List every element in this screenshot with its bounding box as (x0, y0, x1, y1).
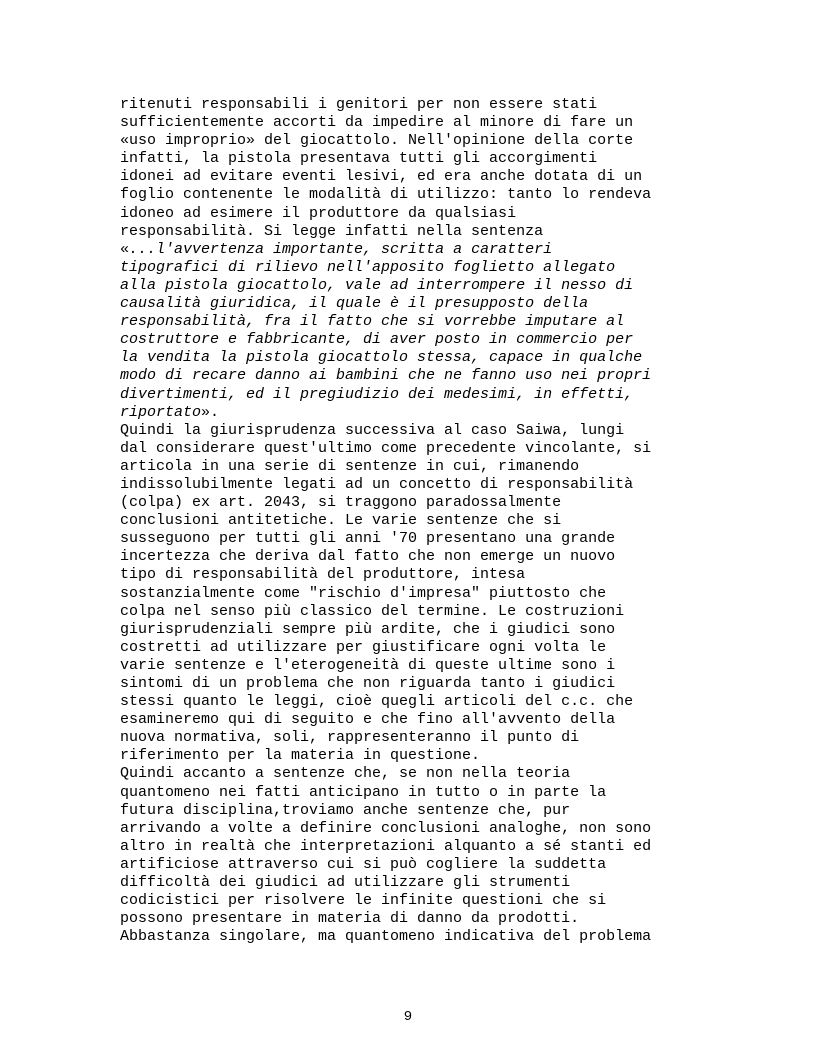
line-text: riferimento per la materia in questione. (120, 747, 481, 765)
quoted-text: alla pistola giocattolo, vale ad interrompere il nesso di (120, 276, 634, 294)
text-line (120, 205, 700, 223)
text-line (120, 603, 700, 621)
quoted-text: riportato (120, 403, 202, 421)
text-line (120, 928, 700, 946)
quoted-text: costruttore e fabbricante, di aver posto in commercio per (120, 331, 634, 349)
line-text: idonei ad evitare eventi lesivi, ed era anche dotata di un (120, 168, 643, 186)
line-text: difficoltà dei giudici ad utilizzare gli strumenti (120, 874, 571, 892)
text-line (120, 367, 700, 385)
text-line (120, 711, 700, 729)
line-text: susseguono per tutti gli anni '70 presentano una grande (120, 530, 616, 548)
line-text: altro in realtà che interpretazioni alquanto a sé stanti ed (120, 837, 652, 855)
page-number: 9 (403, 1009, 413, 1025)
text-line (120, 639, 700, 657)
quoted-text: responsabilità, fra il fatto che si vorrebbe imputare al (120, 313, 625, 331)
line-text: sufficientemente accorti da impedire al minore di fare un (120, 114, 634, 132)
line-text: arrivando a volte a definire conclusioni analoghe, non sono (120, 819, 652, 837)
text-line (120, 512, 700, 530)
text-line (120, 386, 700, 404)
text-line (120, 440, 700, 458)
text-line (120, 765, 700, 783)
text-line (120, 784, 700, 802)
text-line (120, 874, 700, 892)
text-line (120, 548, 700, 566)
text-line (120, 168, 700, 186)
text-line (120, 241, 700, 259)
line-text: conclusioni antitetiche. Le varie sentenze che si (120, 512, 562, 530)
line-text: codicistici per risolvere le infinite questioni che si (120, 892, 607, 910)
quoted-text: tipografici di rilievo nell'apposito foglietto allegato (120, 258, 616, 276)
text-line (120, 259, 700, 277)
line-text: sintomi di un problema che non riguarda tanto i giudici (120, 675, 616, 692)
line-text: sostanzialmente come "rischio d'impresa" piuttosto che (120, 584, 607, 602)
text-line (120, 530, 700, 548)
body-text (120, 96, 700, 946)
quote-mark-close: ». (201, 403, 220, 421)
text-line (120, 313, 700, 331)
line-text: Quindi accanto a sentenze che, se non nella teoria (120, 765, 571, 783)
line-text: Quindi la giurisprudenza successiva al caso Saiwa, lungi (120, 421, 625, 439)
text-line (120, 585, 700, 603)
line-text: stessi quanto le leggi, cioè quegli articoli del c.c. che (120, 693, 634, 711)
quoted-text: modo di recare danno ai bambini che ne fanno uso nei propri (120, 367, 652, 385)
line-text: nuova normativa, soli, rappresenteranno il punto di (120, 729, 580, 747)
text-line (120, 566, 700, 584)
text-line (120, 349, 700, 367)
line-text: responsabilità. Si legge infatti nella sentenza (120, 222, 544, 240)
text-line (120, 150, 700, 168)
line-text: artificiose attraverso cui si può cogliere la suddetta (120, 855, 607, 873)
line-text: colpa nel senso più classico del termine. Le costruzioni (120, 602, 625, 620)
text-line (120, 277, 700, 295)
line-text: dal considerare quest'ultimo come precedente vincolante, si (120, 439, 652, 457)
line-text: (colpa) ex art. 2043, si traggono paradossalmente (120, 494, 562, 512)
text-line (120, 657, 700, 675)
line-text: quantomeno nei fatti anticipano in tutto o in parte la (120, 783, 607, 801)
text-line (120, 892, 700, 910)
text-line (120, 132, 700, 150)
line-text: ritenuti responsabili i genitori per non essere stati (120, 96, 598, 113)
line-text: articola in una serie di sentenze in cui, rimanendo (120, 457, 580, 475)
quote-mark-open: « (120, 240, 130, 258)
quoted-text: causalità giuridica, il quale è il presupposto della (120, 295, 589, 313)
line-text: infatti, la pistola presentava tutti gli accorgimenti (120, 150, 598, 168)
text-line (120, 223, 700, 241)
text-line (120, 186, 700, 204)
line-text: Abbastanza singolare, ma quantomeno indicativa del problema (120, 928, 652, 946)
text-line (120, 494, 700, 512)
line-text: «uso improprio» del giocattolo. Nell'opinione della corte (120, 132, 634, 150)
line-text: futura disciplina,troviamo anche sentenze che, pur (120, 801, 571, 819)
line-text: tipo di responsabilità del produttore, intesa (120, 566, 526, 584)
text-line (120, 96, 700, 114)
text-line (120, 476, 700, 494)
line-text: possono presentare in materia di danno da prodotti. (120, 910, 580, 928)
quoted-text: la vendita la pistola giocattolo stessa, capace in qualche (120, 349, 643, 367)
text-line (120, 910, 700, 928)
text-line (120, 114, 700, 132)
line-text: indissolubilmente legati ad un concetto di responsabilità (120, 475, 634, 493)
line-text: idoneo ad esimere il produttore da qualsiasi (120, 204, 517, 222)
text-line (120, 856, 700, 874)
text-line (120, 422, 700, 440)
line-text: varie sentenze e l'eterogeneità di queste ultime sono i (120, 656, 616, 674)
line-text: giurisprudenziali sempre più ardite, che i giudici sono (120, 620, 616, 638)
text-line (120, 458, 700, 476)
line-text: esamineremo qui di seguito e che fino all'avvento della (120, 711, 616, 729)
text-line (120, 331, 700, 349)
text-line (120, 621, 700, 639)
text-line (120, 729, 700, 747)
text-line (120, 404, 700, 422)
text-line (120, 675, 700, 693)
text-line (120, 747, 700, 765)
text-line (120, 802, 700, 820)
line-text: foglio contenente le modalità di utilizzo: tanto lo rendeva (120, 186, 652, 204)
quoted-text: ...l'avvertenza importante, scritta a caratteri (129, 240, 553, 258)
text-line (120, 295, 700, 313)
quoted-text: divertimenti, ed il pregiudizio dei medesimi, in effetti, (120, 385, 634, 403)
text-line (120, 838, 700, 856)
text-line (120, 693, 700, 711)
text-line (120, 820, 700, 838)
line-text: costretti ad utilizzare per giustificare ogni volta le (120, 638, 607, 656)
line-text: incertezza che deriva dal fatto che non emerge un nuovo (120, 548, 616, 566)
